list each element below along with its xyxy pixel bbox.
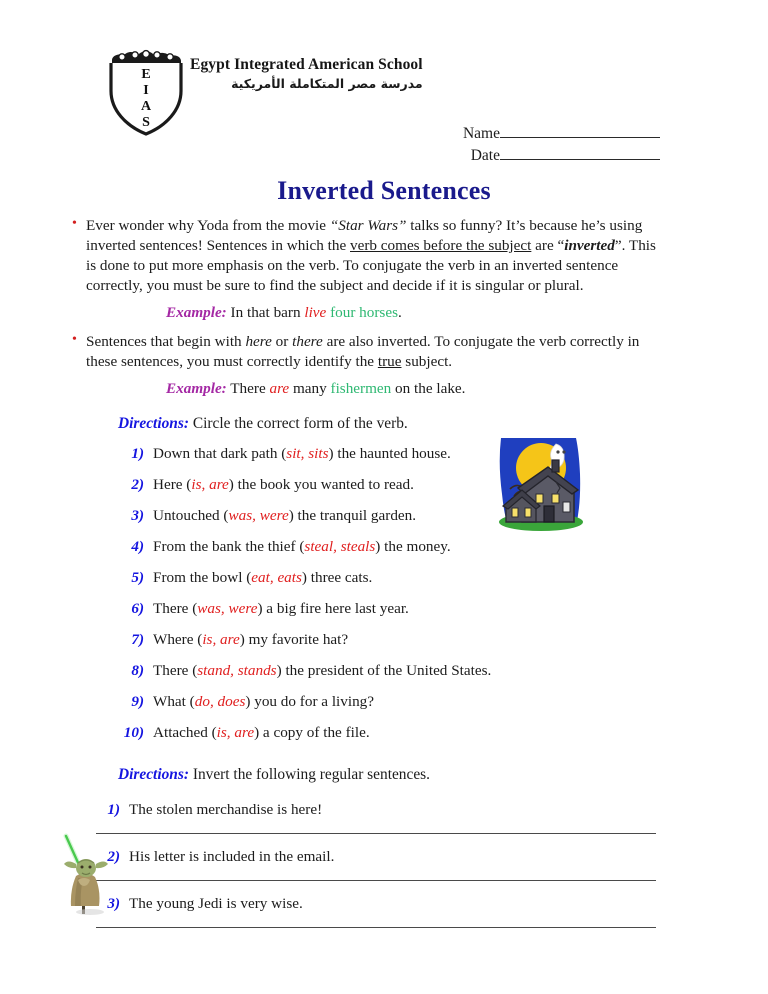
question-text [153, 661, 668, 681]
example2-subject: fishermen [330, 380, 392, 398]
question-number: 2) [131, 475, 144, 493]
q-post: ) the haunted house. [328, 444, 451, 462]
example1-verb: live [304, 304, 327, 322]
intro2-here: here [245, 333, 272, 351]
list-item[interactable] [118, 630, 668, 650]
example2-post: on the lake. [391, 380, 466, 398]
directions-2-label: Directions: [118, 766, 189, 784]
q-pre: There ( [153, 662, 198, 680]
question-text [153, 599, 668, 619]
q-pre: Down that dark path ( [153, 444, 287, 462]
list-item[interactable] [118, 568, 668, 588]
intro1-seg2: talks so funny? It’s because he’s using inverted sentences! Sentences in which the [86, 217, 643, 255]
intro-bullet-1 [72, 216, 668, 296]
question-number: 4) [131, 538, 144, 556]
q-post: ) a big fire here last year. [257, 600, 409, 618]
verb-choice-option[interactable]: steal, steals [304, 538, 376, 556]
question-number: 10) [123, 724, 144, 742]
name-row [440, 124, 660, 143]
question-number: 1) [131, 444, 144, 462]
invert-prompt [72, 847, 668, 867]
example-line-2 [166, 379, 668, 399]
q-pre: Here ( [153, 475, 192, 493]
invert-sentence-list [72, 800, 668, 928]
example2-pre: There [226, 380, 270, 398]
q-post: ) the money. [375, 538, 451, 556]
q-pre: What ( [153, 693, 195, 711]
directions-1-text: Circle the correct form of the verb. [188, 414, 408, 432]
svg-text:A: A [140, 99, 152, 114]
intro2-seg3: are also inverted. To conjugate the verb correctly in these sentences, you must correctly identify the [86, 333, 640, 371]
directions-2-text: Invert the following regular sentences. [188, 766, 431, 784]
intro2-seg2: or [271, 333, 293, 351]
q-post: ) the book you wanted to read. [228, 475, 414, 493]
example-line-1 [166, 303, 668, 323]
q-post: ) my favorite hat? [239, 631, 349, 649]
question-number: 8) [131, 662, 144, 680]
svg-text:I: I [143, 83, 149, 98]
name-date-block [440, 124, 660, 165]
answer-line[interactable] [96, 927, 656, 928]
invert-prompt [72, 894, 668, 914]
yoda-clipart [56, 832, 112, 916]
list-item [72, 894, 668, 928]
example1-post: . [397, 304, 402, 322]
q-post: ) the president of the United States. [276, 662, 492, 680]
q-pre: From the bank the thief ( [153, 538, 305, 556]
date-row [440, 146, 660, 165]
list-item [72, 847, 668, 881]
question-text [153, 506, 668, 526]
invert-sentence: The young Jedi is very wise. [129, 894, 303, 912]
directions-2 [118, 765, 668, 785]
verb-choice-option[interactable]: stand, stands [197, 662, 277, 680]
intro2-seg4: subject. [401, 353, 453, 371]
q-post: ) three cats. [301, 569, 373, 587]
list-item[interactable] [118, 723, 668, 743]
verb-choice-option[interactable]: was, were [197, 600, 258, 618]
example1-pre: In that barn [226, 304, 305, 322]
verb-choice-option[interactable]: sit, sits [286, 444, 329, 462]
verb-choice-option[interactable]: is, are [191, 475, 229, 493]
intro1-seg3: are “ [531, 237, 565, 255]
verb-choice-option[interactable]: do, does [194, 693, 246, 711]
question-text [153, 723, 668, 743]
intro1-star-wars: “Star Wars” [329, 217, 407, 234]
intro1-seg1: Ever wonder why Yoda from the movie [86, 217, 330, 234]
name-input-line[interactable] [500, 124, 660, 138]
school-letterhead [104, 42, 423, 136]
question-text [153, 692, 668, 712]
intro2-true: true [377, 353, 402, 371]
question-number: 6) [131, 600, 144, 618]
question-text [153, 475, 668, 495]
example1-label: Example: [166, 304, 227, 322]
directions-1-label: Directions: [118, 414, 189, 432]
q-pre: From the bowl ( [153, 569, 252, 587]
question-text [153, 568, 668, 588]
example2-verb: are [269, 380, 290, 398]
invert-sentence: The stolen merchandise is here! [129, 800, 323, 818]
intro1-inverted: inverted [564, 237, 615, 255]
school-crest-logo [104, 44, 188, 136]
school-name-block [190, 42, 423, 91]
q-pre: There ( [153, 600, 198, 618]
list-item[interactable] [118, 692, 668, 712]
example2-label: Example: [166, 380, 227, 398]
q-pre: Where ( [153, 631, 203, 649]
question-number: 9) [131, 693, 144, 711]
answer-line[interactable] [96, 880, 656, 881]
list-item [72, 800, 668, 834]
q-pre: Untouched ( [153, 506, 229, 524]
svg-text:S: S [142, 115, 150, 130]
answer-line[interactable] [96, 833, 656, 834]
directions-1 [118, 414, 668, 434]
date-input-line[interactable] [500, 146, 660, 160]
q-post: ) a copy of the file. [254, 724, 370, 742]
name-label: Name [462, 125, 500, 142]
intro2-seg1: Sentences that begin with [86, 333, 246, 351]
invert-sentence: His letter is included in the email. [129, 847, 335, 865]
school-name-english: Egypt Integrated American School [190, 56, 423, 73]
question-text [153, 537, 668, 557]
haunted-house-clipart [492, 434, 590, 532]
school-name-arabic: مدرسة مصر المتكاملة الأمريكية [231, 76, 423, 91]
question-text [153, 444, 668, 464]
example1-subject: four horses [330, 304, 398, 322]
q-pre: Attached ( [153, 724, 217, 742]
verb-choice-option[interactable]: is, are [216, 724, 255, 742]
intro1-seg4: ”. This is done to put more emphasis on the verb. To conjugate the verb in an inverted sentence correctly, you must be sure to find the subject and decide if it is singular or plural. [86, 237, 656, 295]
q-post: ) the tranquil garden. [288, 506, 417, 524]
invert-number: 2) [107, 847, 120, 865]
verb-choice-option[interactable]: is, are [202, 631, 240, 649]
verb-choice-option[interactable]: was, were [228, 506, 289, 524]
intro-bullet-2 [72, 332, 668, 372]
question-number: 7) [131, 631, 144, 649]
intro2-there: there [292, 333, 323, 351]
intro1-underline: verb comes before the subject [350, 237, 532, 255]
page-title: Inverted Sentences [277, 176, 491, 205]
question-text [153, 630, 668, 650]
invert-number: 3) [107, 894, 120, 912]
worksheet-body [72, 216, 668, 941]
question-number: 3) [131, 506, 144, 524]
question-number: 5) [131, 569, 144, 587]
invert-number: 1) [107, 800, 120, 818]
example2-mid: many [289, 380, 331, 398]
q-post: ) you do for a living? [245, 693, 375, 711]
svg-text:E: E [141, 67, 151, 82]
list-item[interactable] [118, 661, 668, 681]
date-label: Date [470, 147, 500, 164]
list-item[interactable] [118, 599, 668, 619]
invert-prompt [72, 800, 668, 820]
verb-choice-option[interactable]: eat, eats [251, 569, 302, 587]
list-item[interactable] [118, 537, 668, 557]
